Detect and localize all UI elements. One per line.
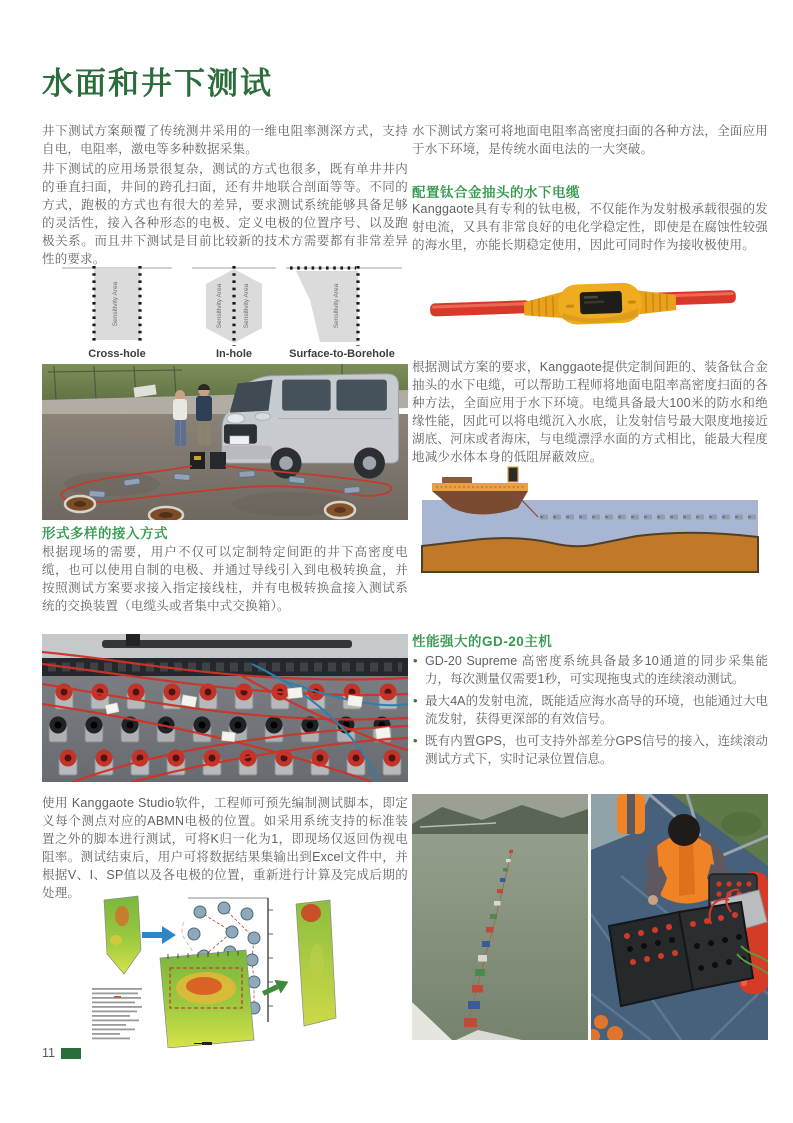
in-hole-diagram [192,266,276,346]
green-arrow-icon [260,975,292,1000]
field-photos [412,794,768,1040]
bullet-text: 最大4A的发射电流，既能适应海水高导的环境，也能通过大电流发射，获得更深部的有效信号。 [425,694,768,726]
center-section-panel [160,950,254,1048]
studio-survey-figure [84,892,360,1048]
titanium-cable-heading: 配置钛合金抽头的水下电缆 [412,185,580,200]
field-survey-photo [42,364,408,520]
titanium-cable-paragraph: Kanggaote具有专利的钛电极，不仅能作为发射极承载很强的发射电流，又具有非常良好的电化学稳定性，即使是在腐蚀性较强的海水里，亦能长期稳定使用，因此可同时作为接收极使用。 [412,202,768,252]
sensitivity-area-label: Sensitivity Area [112,281,119,327]
boat-deck-equipment-photo [591,794,768,1040]
sensitivity-area-label: Sensitivity Area [216,283,223,329]
bullet-text: GD-20 Supreme 高密度系统具备最多10通道的同步采集能力，每次测量仅需要1秒，可实现拖曳式的连续滚动测试。 [425,654,768,686]
gd20-feature-list [412,652,768,772]
gd20-feature-item [412,732,768,768]
second-lifejacket [617,794,645,834]
studio-software-paragraph: 使用 Kanggaote Studio软件，工程师可预先编制测试脚本，即定义每个测点对应的ABMN电极的位置。如采用系统支持的标准装置之外的脚本进行测试，可将K归一化为1，即现场仅返回伪视电阻率。测试结束后，用户可将数据结果集输出到Excel文件中，并根据V、I、SP值以及各电极的位置，重新进行计算及完成后期的处理。 [42,796,408,900]
footer-marker [61,1048,81,1059]
surface-to-borehole-diagram [286,266,402,346]
page-number: 11 [42,1046,55,1060]
caption-text-block [92,988,142,1039]
lake-electrode-line-photo [412,794,588,1040]
in-hole-label: In-hole [215,348,253,360]
underwater-intro-paragraph: 水下测试方案可将地面电阻率高密度扫面的各种方法，全面应用于水下环境，是传统水面电法的一大突破。 [412,124,768,156]
blue-arrow-icon [142,926,176,944]
sensitivity-area-label: Sensitivity Area [333,283,340,329]
van [222,374,399,479]
borehole-sensitivity-diagrams [42,258,408,360]
cross-hole-label: Cross-hole [88,348,146,360]
cross-hole-diagram [62,266,172,342]
terminal-panel-photo [42,634,408,782]
left-section-panel [104,896,141,974]
cable-connector [429,279,736,330]
gd20-heading: 性能强大的GD-20主机 [412,634,553,649]
gd20-feature-item [412,652,768,688]
access-methods-paragraph: 根据现场的需要，用户不仅可以定制特定间距的井下高密度电缆，也可以使用自制的电极、并通过导线引入到电极转换盒，并按照测试方案要求接入指定接线柱，并有电极转换盒接入测试系统的交换装置（电缆头或者集中式交换箱）。 [42,545,408,613]
access-methods-heading: 形式多样的接入方式 [42,526,168,541]
page-title: 水面和井下测试 [42,66,273,101]
sensitivity-area-label: Sensitivity Area [243,283,250,329]
lake-water [412,834,588,1040]
right-section-panel [296,900,336,1026]
boat-survey-illustration [412,466,768,586]
surface-to-borehole-label: Surface-to-Borehole [289,348,395,360]
bullet-text: 既有内置GPS，也可支持外部差分GPS信号的接入，连续滚动测试方式下，实时记录位置信息。 [425,734,768,766]
page-footer [42,1046,81,1060]
underwater-cable-photo [412,254,768,352]
downhole-scenarios-paragraph: 井下测试的应用场景很复杂，测试的方式也很多，既有单井井内的垂直扫面，井间的跨孔扫面，还有井地联合剖面等等。不同的方式，跑极的方式也有很大的差异，要求测试系统能够具备足够的灵活性，接入各种形态的电极、定义电极的位置序号、以及跑极关系。而且井下测试是目前比较新的技术方需要都有非常差异性的要求。 [42,162,408,266]
gd20-feature-item [412,692,768,728]
custom-cable-paragraph: 根据测试方案的要求，Kanggaote提供定制间距的、装备钛合金抽头的水下电缆，可以帮助工程师将地面电阻率高密度扫面的各种方法，全面应用于水下环境。电缆具备最大100米的防水和绝缘性能，因此可以将电缆沉入水底，让发射信号最大限度地接近湖底、河床或者海床，与电缆漂浮水面的方式相比，能最大程度地减少水体本身的低阻屏蔽效应。 [412,360,768,464]
downhole-intro-paragraph: 井下测试方案颠覆了传统测井采用的一维电阻率测深方式，支持自电，电阻率，激电等多种数据采集。 [42,124,408,156]
